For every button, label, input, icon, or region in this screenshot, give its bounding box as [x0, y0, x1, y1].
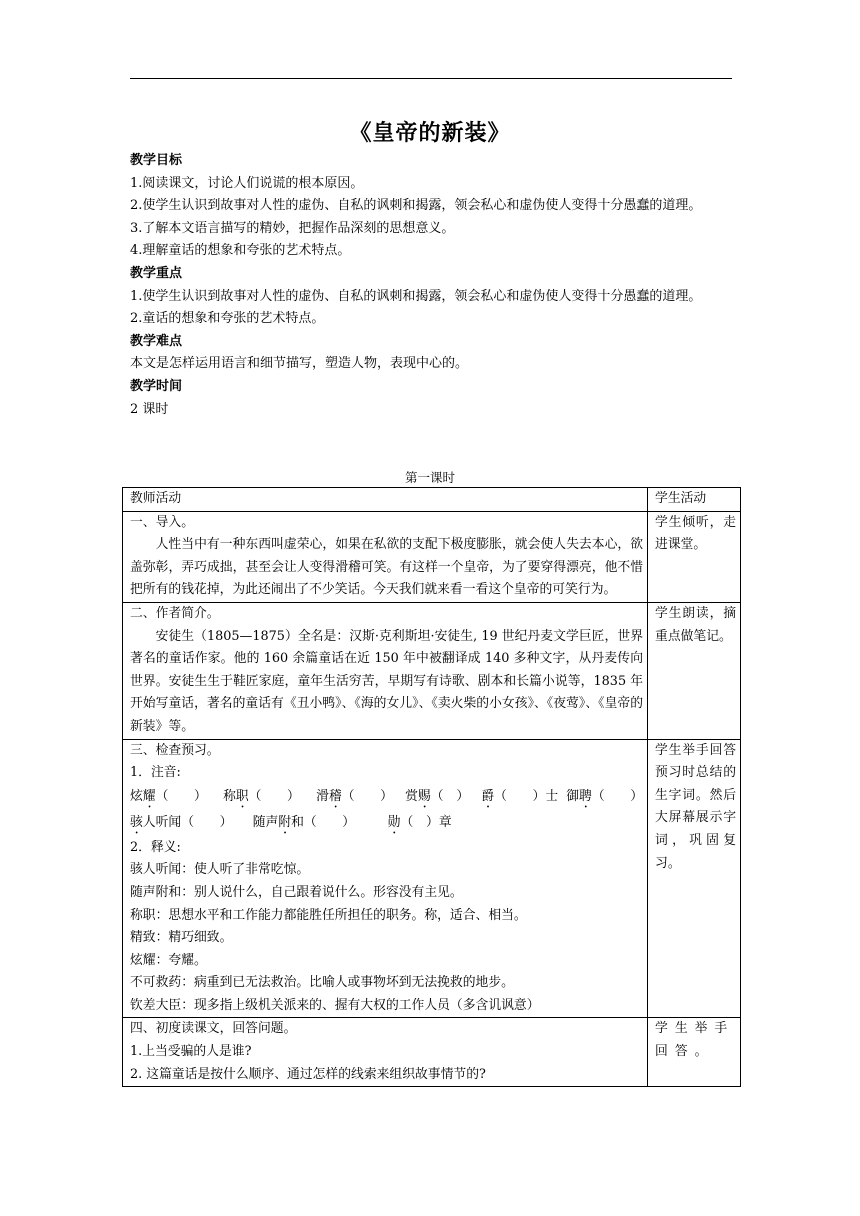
definition-item: 炫耀：夸耀。 — [130, 952, 207, 968]
student-cell: 学生朗读，摘重点做笔记。 — [648, 602, 741, 739]
table-row — [123, 739, 741, 1018]
pinyin-item: 御聘（ ） — [566, 788, 644, 804]
header-student-activity: 学生活动 — [648, 488, 741, 512]
student-cell: 学生倾听，走进课堂。 — [648, 511, 741, 602]
pinyin-item: 滑稽（ ） — [316, 788, 393, 804]
pinyin-item: 爵（ ）士 — [481, 788, 559, 804]
definition-item: 精致：精巧细致。 — [130, 930, 233, 946]
header-rule — [130, 78, 732, 79]
document-title: 《皇帝的新装》 — [349, 120, 511, 146]
student-cell: 学生举手回答。 — [648, 1018, 741, 1087]
definition-item: 不可救药：病重到已无法救治。比喻人或事物坏到无法挽救的地步。 — [130, 975, 514, 991]
pinyin-item: 炫耀（ ） — [130, 788, 207, 804]
section-heading-difficulties: 教学难点 — [130, 333, 183, 349]
teacher-cell — [123, 511, 648, 602]
pinyin-line-1 — [130, 785, 643, 811]
step-body: 安徒生（1805—1875）全名是：汉斯·克利斯坦·安徒生, 19 世纪丹麦文学巨匠，世界著名的童话作家。他的 160 余篇童话在近 150 年中被翻译成 140 多种文字，从丹麦传向世界。安徒生生于鞋匠家庭，童年生活穷苦，早期写有诗歌、剧本和长篇小说等，1835 年开始写童话，著名的童话有《丑小鸭》、《海的女儿》、《卖火柴的小女孩》、《夜莺》、《皇帝的新装》等。 — [130, 628, 644, 734]
pinyin-item: 称职（ ） — [223, 788, 300, 804]
pinyin-heading: 1．注音: — [130, 765, 181, 781]
time-item: 2 课时 — [130, 401, 169, 417]
question-item: 2. 这篇童话是按什么顺序、通过怎样的线索来组织故事情节的? — [130, 1066, 486, 1082]
step-title: 一、导入。 — [130, 514, 194, 530]
document-body — [130, 150, 736, 421]
teacher-cell — [123, 739, 648, 1018]
key-point-item: 1.使学生认识到故事对人性的虚伪、自私的讽刺和揭露，领会私心和虚伪使人变得十分愚蠢的道理。 — [130, 288, 702, 304]
section-heading-key-points: 教学重点 — [130, 265, 183, 281]
table-header-row — [123, 488, 741, 512]
definition-item: 称职：思想水平和工作能力都能胜任所担任的职务。称，适合、相当。 — [130, 907, 527, 923]
key-point-item: 2.童话的想象和夸张的艺术特点。 — [130, 311, 325, 327]
pinyin-item: 骇人听闻（ ） — [130, 814, 233, 830]
student-cell: 学生举手回答预习时总结的生字词。然后大屏幕展示字词，巩固复习。 — [648, 739, 741, 1018]
step-title: 四、初度读课文，回答问题。 — [130, 1021, 297, 1037]
step-title: 二、作者简介。 — [130, 605, 220, 621]
objective-item: 2.使学生认识到故事对人性的虚伪、自私的讽刺和揭露，领会私心和虚伪使人变得十分愚蠢的道理。 — [130, 198, 702, 214]
objective-item: 4.理解童话的想象和夸张的艺术特点。 — [130, 243, 351, 259]
step-body: 人性当中有一种东西叫虚荣心，如果在私欲的支配下极度膨胀，就会使人失去本心，欲盖弥彰，弄巧成拙，甚至会让人变得滑稽可笑。有这样一个皇帝，为了要穿得漂亮，他不惜把所有的钱花掉，为此还闹出了不少笑话。今天我们就来看一看这个皇帝的可笑行为。 — [130, 537, 644, 598]
section-heading-time: 教学时间 — [130, 378, 183, 394]
pinyin-item: 勋（ ）章 — [387, 814, 452, 830]
header-teacher-activity: 教师活动 — [123, 488, 648, 512]
pinyin-item: 随声附和（ ） — [252, 814, 356, 830]
definition-item: 随声附和：别人说什么，自己跟着说什么。形容没有主见。 — [130, 884, 463, 900]
step-title: 三、检查预习。 — [130, 742, 220, 758]
teacher-cell — [123, 602, 648, 739]
lesson-table — [122, 487, 741, 1087]
definitions-heading: 2．释义: — [130, 839, 181, 855]
objective-item: 3.了解本文语言描写的精妙，把握作品深刻的思想意义。 — [130, 220, 455, 236]
lesson-caption: 第一课时 — [404, 470, 455, 485]
table-row — [123, 511, 741, 602]
table-row — [123, 602, 741, 739]
teacher-cell — [123, 1018, 648, 1087]
difficulty-item: 本文是怎样运用语言和细节描写，塑造人物，表现中心的。 — [130, 356, 469, 372]
pinyin-line-2 — [130, 811, 643, 837]
table-row — [123, 1018, 741, 1087]
definition-item: 骇人听闻：使人听了非常吃惊。 — [130, 862, 310, 878]
objective-item: 1.阅读课文，讨论人们说谎的根本原因。 — [130, 175, 364, 191]
pinyin-item: 赏赐（ ） — [405, 788, 470, 804]
question-item: 1.上当受骗的人是谁? — [130, 1044, 252, 1060]
definition-item: 钦差大臣：现多指上级机关派来的、握有大权的工作人员（多含讥讽意） — [130, 997, 540, 1013]
section-heading-objectives: 教学目标 — [130, 153, 183, 168]
